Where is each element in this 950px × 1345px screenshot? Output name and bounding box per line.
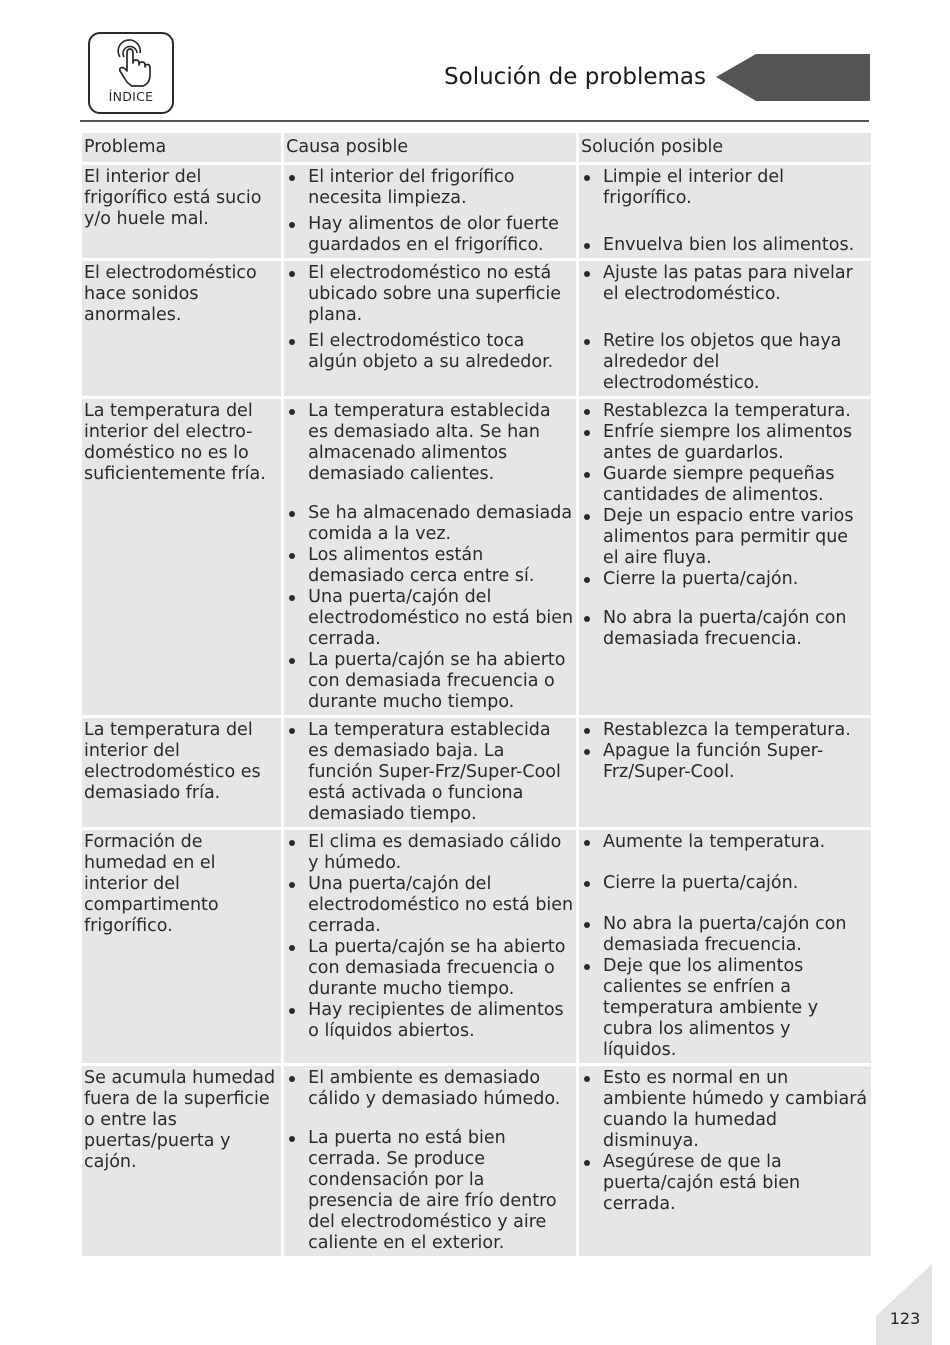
cause-item: El electrodoméstico toca algún objeto a su alrededor.	[286, 331, 574, 373]
page-corner-fold	[876, 1264, 932, 1345]
problem-cell: Se acumula humedad fuera de la superficie o entre las puertas/puerta y cajón.	[82, 1066, 281, 1256]
solution-item: Cierre la puerta/cajón.	[581, 873, 869, 894]
cause-item: El electrodoméstico no está ubicado sobre una superficie plana.	[286, 263, 574, 326]
solution-item: Apague la función Super-Frz/Super-Cool.	[581, 741, 869, 783]
page-number: 123	[889, 1309, 921, 1328]
table-row	[82, 830, 871, 1063]
cause-item: La temperatura establecida es demasiado baja. La función Super-Frz/Super-Cool está activada o funciona demasiado tiempo.	[286, 720, 574, 825]
solution-item: Deje que los alimentos calientes se enfríen a temperatura ambiente y cubra los alimentos y líquidos.	[581, 956, 869, 1061]
solution-item: Esto es normal en un ambiente húmedo y cambiará cuando la humedad disminuya.	[581, 1068, 869, 1152]
index-button[interactable]	[88, 32, 174, 114]
cause-cell	[284, 399, 576, 715]
cause-item: La puerta no está bien cerrada. Se produce condensación por la presencia de aire frío dentro del electrodoméstico y aire caliente en el exterior.	[286, 1128, 574, 1254]
touch-hand-icon	[112, 39, 152, 89]
table-header-row	[82, 133, 871, 162]
column-header-problem: Problema	[82, 133, 281, 162]
cause-item: Se ha almacenado demasiada comida a la vez.	[286, 503, 574, 545]
column-header-cause: Causa posible	[284, 133, 576, 162]
cause-item: Una puerta/cajón del electrodoméstico no está bien cerrada.	[286, 874, 574, 937]
solution-item: Asegúrese de que la puerta/cajón está bien cerrada.	[581, 1152, 869, 1215]
solution-item: Restablezca la temperatura.	[581, 401, 869, 422]
solution-cell	[579, 830, 871, 1063]
cause-cell	[284, 1066, 576, 1256]
solution-item: Limpie el interior del frigorífico.	[581, 167, 869, 209]
cause-cell	[284, 830, 576, 1063]
solution-cell	[579, 399, 871, 715]
cause-cell	[284, 261, 576, 396]
solution-item: Enfríe siempre los alimentos antes de guardarlos.	[581, 422, 869, 464]
solution-cell	[579, 261, 871, 396]
solution-cell	[579, 718, 871, 827]
solution-item: Cierre la puerta/cajón.	[581, 569, 869, 590]
table-row	[82, 1066, 871, 1256]
solution-item: No abra la puerta/cajón con demasiada frecuencia.	[581, 914, 869, 956]
problem-cell: El interior del frigorífico está sucio y/o huele mal.	[82, 165, 281, 258]
cause-item: La temperatura establecida es demasiado alta. Se han almacenado alimentos demasiado calientes.	[286, 401, 574, 485]
index-label: ÍNDICE	[108, 89, 154, 104]
solution-cell	[579, 1066, 871, 1256]
cause-cell	[284, 718, 576, 827]
solution-item: Deje un espacio entre varios alimentos para permitir que el aire fluya.	[581, 506, 869, 569]
cause-item: Hay recipientes de alimentos o líquidos abiertos.	[286, 1000, 574, 1042]
header-divider	[80, 120, 869, 122]
cause-item: La puerta/cajón se ha abierto con demasiada frecuencia o durante mucho tiempo.	[286, 650, 574, 713]
table-row	[82, 261, 871, 396]
solution-item: Retire los objetos que haya alrededor del electrodoméstico.	[581, 331, 869, 394]
problem-cell: La temperatura del interior del electrodoméstico es demasiado fría.	[82, 718, 281, 827]
header-tab-arrow	[716, 54, 870, 102]
cause-item: Los alimentos están demasiado cerca entre sí.	[286, 545, 574, 587]
page-title: Solución de problemas	[444, 64, 706, 90]
solution-item: Aumente la temperatura.	[581, 832, 869, 853]
problem-cell: Formación de humedad en el interior del compartimento frigorífico.	[82, 830, 281, 1063]
solution-item: Ajuste las patas para nivelar el electrodoméstico.	[581, 263, 869, 305]
table-row	[82, 165, 871, 258]
cause-item: El clima es demasiado cálido y húmedo.	[286, 832, 574, 874]
solution-item: Restablezca la temperatura.	[581, 720, 869, 741]
cause-cell	[284, 165, 576, 258]
cause-item: El ambiente es demasiado cálido y demasiado húmedo.	[286, 1068, 574, 1110]
solution-item: Envuelva bien los alimentos.	[581, 235, 869, 256]
cause-item: La puerta/cajón se ha abierto con demasiada frecuencia o durante mucho tiempo.	[286, 937, 574, 1000]
table-row	[82, 399, 871, 715]
cause-item: Una puerta/cajón del electrodoméstico no está bien cerrada.	[286, 587, 574, 650]
problem-cell: La temperatura del interior del electro-doméstico no es lo suficientemente fría.	[82, 399, 281, 715]
solution-cell	[579, 165, 871, 258]
solution-item: No abra la puerta/cajón con demasiada frecuencia.	[581, 608, 869, 650]
cause-item: El interior del frigorífico necesita limpieza.	[286, 167, 574, 209]
table-row	[82, 718, 871, 827]
column-header-solution: Solución posible	[579, 133, 871, 162]
cause-item: Hay alimentos de olor fuerte guardados en el frigorífico.	[286, 214, 574, 256]
problem-cell: El electrodoméstico hace sonidos anormales.	[82, 261, 281, 396]
troubleshooting-table	[79, 130, 874, 1259]
solution-item: Guarde siempre pequeñas cantidades de alimentos.	[581, 464, 869, 506]
